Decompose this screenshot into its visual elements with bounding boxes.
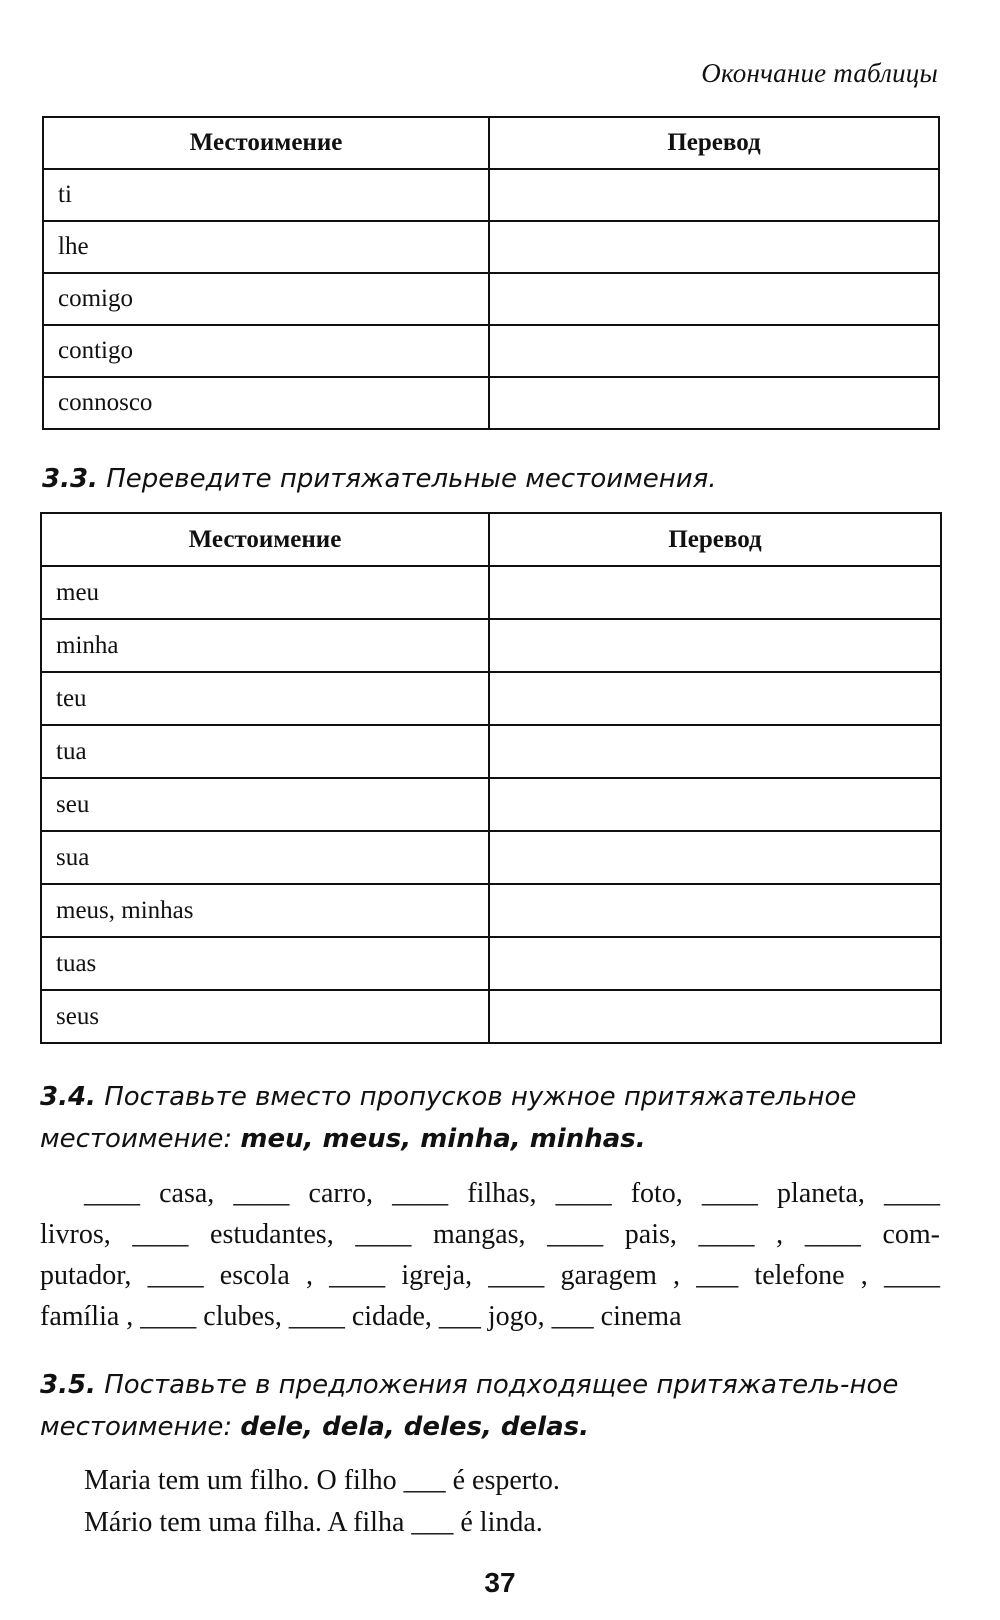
task-number: 3.3. — [42, 464, 98, 494]
task-number: 3.4. — [40, 1082, 96, 1112]
table-row — [41, 566, 941, 619]
table-row — [43, 273, 939, 325]
pronoun-cell: lhe — [43, 221, 489, 273]
translation-cell[interactable] — [489, 778, 941, 831]
fill-in-exercise-3-5 — [84, 1460, 944, 1544]
translation-cell[interactable] — [489, 221, 939, 273]
pronoun-cell: tua — [41, 725, 489, 778]
task-3-3-heading — [42, 458, 717, 500]
pronoun-cell: seu — [41, 778, 489, 831]
table-row — [43, 169, 939, 221]
column-header-pronoun: Местоимение — [43, 117, 489, 169]
task-word-options: dele, dela, deles, delas. — [240, 1412, 589, 1442]
table-row — [41, 831, 941, 884]
pronoun-cell: sua — [41, 831, 489, 884]
table-row — [41, 778, 941, 831]
table-row — [41, 884, 941, 937]
table-row — [41, 990, 941, 1043]
translation-cell[interactable] — [489, 619, 941, 672]
task-instruction: Поставьте вместо пропусков нужное притяжательное местоимение: — [40, 1082, 857, 1154]
table-row — [41, 937, 941, 990]
table-row — [41, 619, 941, 672]
translation-cell[interactable] — [489, 672, 941, 725]
column-header-pronoun: Местоимение — [41, 513, 489, 566]
exercise-line: putador, ____ escola , ____ igreja, ____ garagem , ___ telefone , ____ — [40, 1260, 940, 1291]
pronoun-cell: seus — [41, 990, 489, 1043]
task-3-5-heading — [40, 1364, 940, 1448]
task-instruction: Поставьте в предложения подходящее притяжатель-ное местоимение: — [40, 1370, 899, 1442]
translation-cell[interactable] — [489, 990, 941, 1043]
exercise-sentence: Mário tem uma filha. A filha ___ é linda. — [84, 1507, 543, 1538]
table-continuation-label: Окончание таблицы — [701, 58, 938, 88]
column-header-translation: Перевод — [489, 513, 941, 566]
translation-cell[interactable] — [489, 937, 941, 990]
translation-cell[interactable] — [489, 325, 939, 377]
translation-cell[interactable] — [489, 169, 939, 221]
exercise-line: livros, ____ estudantes, ____ mangas, ____ pais, ____ , ____ com- — [40, 1219, 940, 1250]
translation-cell[interactable] — [489, 725, 941, 778]
table-row — [41, 725, 941, 778]
page-number: 37 — [484, 1567, 516, 1598]
pronoun-table-possessive — [40, 512, 942, 1044]
task-3-4-heading — [40, 1076, 940, 1160]
pronoun-cell: contigo — [43, 325, 489, 377]
pronoun-cell: meu — [41, 566, 489, 619]
task-instruction: Переведите притяжательные местоимения. — [97, 464, 717, 494]
table-row — [43, 221, 939, 273]
translation-cell[interactable] — [489, 377, 939, 429]
pronoun-cell: teu — [41, 672, 489, 725]
translation-cell[interactable] — [489, 273, 939, 325]
table-header-row — [41, 513, 941, 566]
translation-cell[interactable] — [489, 831, 941, 884]
fill-in-exercise-3-4 — [40, 1173, 940, 1337]
column-header-translation: Перевод — [489, 117, 939, 169]
pronoun-table-personal — [42, 116, 940, 430]
table-row — [43, 325, 939, 377]
pronoun-cell: minha — [41, 619, 489, 672]
translation-cell[interactable] — [489, 884, 941, 937]
pronoun-cell: meus, minhas — [41, 884, 489, 937]
pronoun-cell: ti — [43, 169, 489, 221]
exercise-sentence: Maria tem um filho. O filho ___ é esperto. — [84, 1465, 560, 1496]
translation-cell[interactable] — [489, 566, 941, 619]
task-word-options: meu, meus, minha, minhas. — [240, 1124, 646, 1154]
pronoun-cell: comigo — [43, 273, 489, 325]
table-row — [41, 672, 941, 725]
exercise-line: ____ casa, ____ carro, ____ filhas, ____ foto, ____ planeta, ____ — [84, 1178, 940, 1209]
pronoun-cell: connosco — [43, 377, 489, 429]
exercise-line: família , ____ clubes, ____ cidade, ___ jogo, ___ cinema — [40, 1301, 682, 1332]
pronoun-cell: tuas — [41, 937, 489, 990]
table-header-row — [43, 117, 939, 169]
task-number: 3.5. — [40, 1370, 96, 1400]
table-row — [43, 377, 939, 429]
